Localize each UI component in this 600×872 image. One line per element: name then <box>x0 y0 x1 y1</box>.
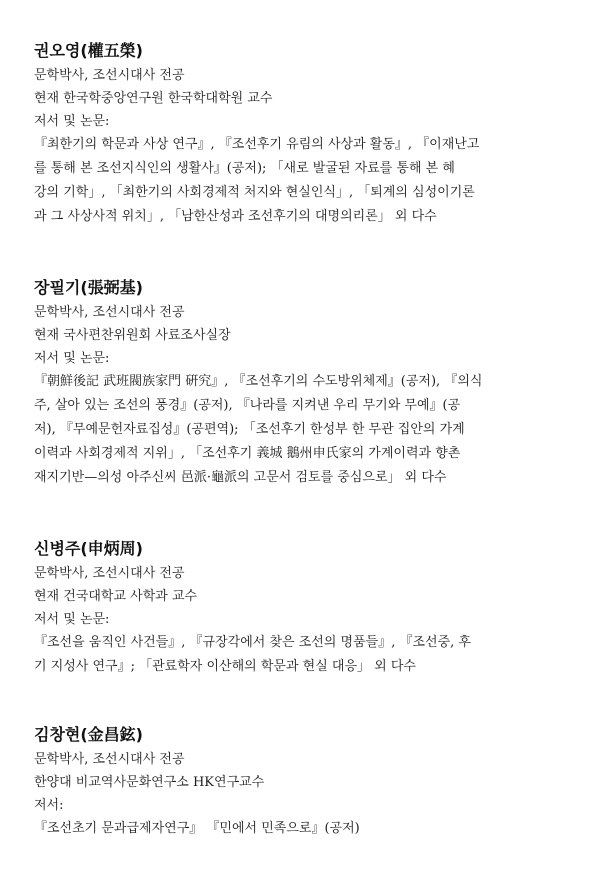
works-line: 재지기반—의성 아주신씨 邑派·龜派의 고문서 검토를 중심으로」 외 다수 <box>34 470 447 485</box>
author-position: 현재 건국대학교 사학과 교수 <box>34 589 198 604</box>
works-line: 주, 살아 있는 조선의 풍경』(공저), 『나라를 지켜낸 우리 무기와 무예』(공 <box>34 398 461 413</box>
works-list <box>34 370 570 490</box>
author-name: 장필기(張弼基) <box>34 278 143 297</box>
works-list <box>34 631 570 679</box>
works-heading: 저서 및 논문: <box>34 114 110 129</box>
author-degree: 문학박사, 조선시대사 전공 <box>34 566 185 581</box>
works-line: 강의 기학」, 「최한기의 사회경제적 처지와 현실인식」, 「퇴계의 심성이기론 <box>34 185 475 200</box>
works-line: 이력과 사회경제적 지위」, 「조선후기 義城 鵝州申氏家의 가계이력과 향촌 <box>34 446 461 461</box>
author-name: 권오영(權五榮) <box>34 41 143 60</box>
author-entry-jang-pilgi <box>34 277 570 490</box>
works-line: 『朝鮮後記 武班閥族家門 硏究』, 『조선후기의 수도방위체제』(공저), 『의식 <box>34 374 483 389</box>
works-line: 『조선초기 문과급제자연구』 『민에서 민족으로』(공저) <box>34 821 360 836</box>
author-position: 현재 한국학중앙연구원 한국학대학원 교수 <box>34 91 273 106</box>
author-name: 신병주(申炳周) <box>34 539 143 558</box>
author-position: 현재 국사편찬위원회 사료조사실장 <box>34 328 231 343</box>
author-name: 김창현(金昌鉉) <box>34 725 143 744</box>
author-entry-kim-changhyeon <box>34 724 570 841</box>
works-heading: 저서 및 논문: <box>34 351 110 366</box>
works-list <box>34 133 570 229</box>
works-line: 『최한기의 학문과 사상 연구』, 『조선후기 유림의 사상과 활동』, 『이재난고 <box>34 137 480 152</box>
author-position: 한양대 비교역사문화연구소 HK연구교수 <box>34 775 265 790</box>
works-heading: 저서 및 논문: <box>34 612 110 627</box>
author-degree: 문학박사, 조선시대사 전공 <box>34 68 185 83</box>
author-degree: 문학박사, 조선시대사 전공 <box>34 752 185 767</box>
author-entry-shin-byeongju <box>34 538 570 679</box>
author-entry-kwon-oyoung <box>34 40 570 229</box>
works-line: 기 지성사 연구』; 「관료학자 이산해의 학문과 현실 대응」 외 다수 <box>34 659 416 674</box>
works-heading: 저서: <box>34 798 64 813</box>
works-line: 를 통해 본 조선지식인의 생활사』(공저); 「새로 발굴된 자료를 통해 본 혜 <box>34 161 455 176</box>
author-degree: 문학박사, 조선시대사 전공 <box>34 305 185 320</box>
works-line: 『조선을 움직인 사건들』, 『규장각에서 찾은 조선의 명품들』, 『조선중, 후 <box>34 635 471 650</box>
works-line: 과 그 사상사적 위치」, 「남한산성과 조선후기의 대명의리론」 외 다수 <box>34 209 437 224</box>
works-list <box>34 817 570 841</box>
works-line: 저), 『무예문헌자료집성』(공편역); 「조선후기 한성부 한 무관 집안의 가계 <box>34 422 465 437</box>
